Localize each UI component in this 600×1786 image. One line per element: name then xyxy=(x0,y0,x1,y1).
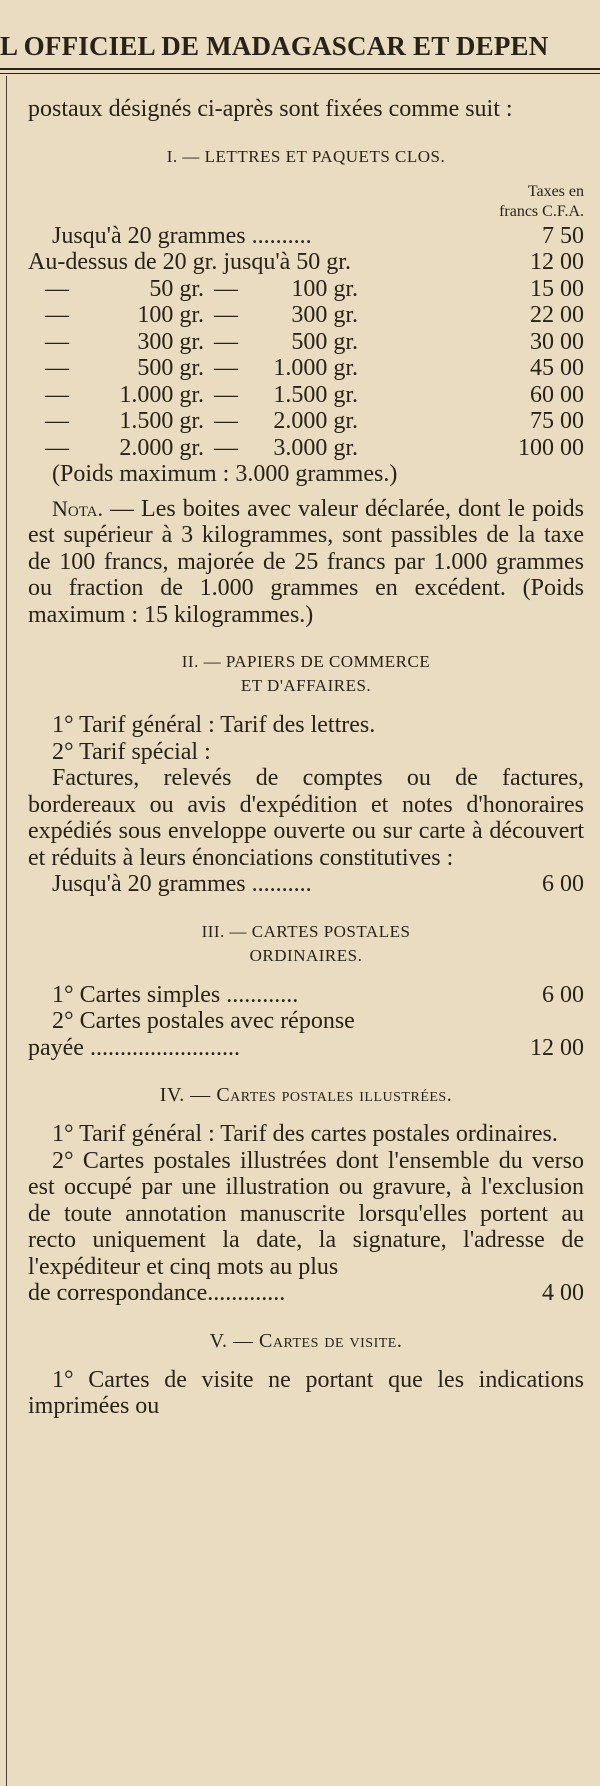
ditto-dash: — xyxy=(214,355,238,381)
rate-label: Jusqu'à 20 grammes .......... xyxy=(52,222,312,249)
paragraph: 1° Tarif général : Tarif des cartes postales ordinaires. xyxy=(52,1121,558,1147)
rate-label: de correspondance............. xyxy=(28,1280,286,1306)
weight-to: 300 gr. xyxy=(291,302,358,328)
ditto-dash: — xyxy=(45,302,69,328)
ditto-dash: — xyxy=(45,355,69,381)
section-3-title xyxy=(28,920,584,968)
weight-to: 2.000 gr. xyxy=(273,408,358,434)
section-number: V. — xyxy=(209,1329,254,1352)
section-5-title xyxy=(28,1329,584,1353)
section-number: IV. — xyxy=(159,1084,211,1106)
column-rule xyxy=(6,76,7,1786)
rate-row xyxy=(28,223,584,250)
rate-row xyxy=(28,435,584,462)
weight-rate-list xyxy=(28,276,584,462)
weight-from: 1.500 gr. xyxy=(119,408,204,434)
section-2-title-line-1: II. — PAPIERS DE COMMERCE xyxy=(181,652,431,671)
rate-value: 45 00 xyxy=(530,355,584,381)
unit-label-line-2: francs C.F.A. xyxy=(499,202,584,220)
rate-row xyxy=(28,1035,584,1062)
weight-to: 500 gr. xyxy=(291,328,358,355)
rate-value: 22 00 xyxy=(530,302,584,328)
header-rule xyxy=(0,73,600,74)
rate-row xyxy=(28,302,584,329)
rate-row xyxy=(28,329,584,356)
rate-value: 15 00 xyxy=(530,275,584,302)
nota-label: Nota. xyxy=(52,495,104,521)
text-column xyxy=(28,96,584,1420)
weight-from: 1.000 gr. xyxy=(119,381,204,408)
ditto-dash: — xyxy=(45,381,69,408)
rate-row xyxy=(28,1280,584,1307)
rate-value: 75 00 xyxy=(530,408,584,434)
paragraph: Factures, relevés de comptes ou de factures, bordereaux ou avis d'expédition et notes d'honoraires expédiés sous enveloppe ouverte ou sur carte à découvert et réduits à leurs énonciations constitutives : xyxy=(28,765,584,871)
section-1-title: I. — LETTRES ET PAQUETS CLOS. xyxy=(166,146,446,166)
rate-row xyxy=(28,982,584,1009)
weight-to: 1.000 gr. xyxy=(273,355,358,381)
weight-from: 100 gr. xyxy=(137,302,204,328)
rate-row xyxy=(28,276,584,303)
weight-to: 100 gr. xyxy=(291,275,358,302)
intro-text: postaux désignés ci-après sont fixées comme suit : xyxy=(28,96,513,122)
rate-value: 12 00 xyxy=(530,249,584,275)
rate-value: 6 00 xyxy=(542,981,584,1008)
rate-row xyxy=(28,355,584,382)
paragraph: 1° Tarif général : Tarif des lettres. xyxy=(52,712,376,738)
paragraph: 2° Tarif spécial : xyxy=(52,738,211,765)
weight-from: 2.000 gr. xyxy=(119,434,204,461)
section-2-title xyxy=(28,650,584,698)
rate-row xyxy=(28,408,584,435)
rate-label: Au-dessus de 20 gr. jusqu'à 50 gr. xyxy=(28,249,351,275)
ditto-dash: — xyxy=(214,275,238,302)
section-3-title-line-1: III. — CARTES POSTALES xyxy=(201,921,411,941)
section-title: Cartes de visite. xyxy=(259,1329,403,1352)
nota-text: — Les boites avec valeur déclarée, dont le poids est supérieur à 3 kilogrammes, sont passibles de la taxe de 100 francs, majorée de 25 francs par 1.000 grammes ou fraction de 1.000 grammes en excédent. (Poids maximum : 15 kilogrammes.) xyxy=(28,495,584,628)
weight-from: 50 gr. xyxy=(149,275,204,302)
paragraph: 2° Cartes postales illustrées dont l'ensemble du verso est occupé par une illustration ou gravure, à l'exclusion de toute annotation manuscrite lorsqu'elles portent au recto uniquement la date, la signature, l'adresse de l'expéditeur et cinq mots au plus xyxy=(28,1147,584,1280)
weight-from: 300 gr. xyxy=(137,328,204,355)
section-4-title xyxy=(28,1083,584,1107)
rate-label: Jusqu'à 20 grammes .......... xyxy=(52,871,312,897)
page-header: L OFFICIEL DE MADAGASCAR ET DEPEN xyxy=(0,24,600,70)
nota-paragraph xyxy=(28,496,584,629)
section-3-title-line-2: ORDINAIRES. xyxy=(249,945,363,965)
weight-from: 500 gr. xyxy=(137,355,204,381)
max-weight-note: (Poids maximum : 3.000 grammes.) xyxy=(52,461,398,487)
rate-value: 7 50 xyxy=(542,222,584,249)
rate-row xyxy=(28,871,584,898)
paragraph: 2° Cartes postales avec réponse xyxy=(52,1008,355,1034)
rate-row xyxy=(28,382,584,409)
paragraph: 1° Cartes de visite ne portant que les indications imprimées ou xyxy=(28,1366,584,1419)
weight-to: 3.000 gr. xyxy=(273,434,358,461)
ditto-dash: — xyxy=(45,328,69,355)
rate-value: 30 00 xyxy=(530,328,584,355)
rate-value: 4 00 xyxy=(542,1280,584,1306)
rate-value: 12 00 xyxy=(530,1034,584,1061)
ditto-dash: — xyxy=(45,408,69,434)
rate-row xyxy=(28,249,584,276)
ditto-dash: — xyxy=(45,275,69,302)
weight-to: 1.500 gr. xyxy=(273,381,358,408)
ditto-dash: — xyxy=(214,302,238,328)
section-2-title-line-2: ET D'AFFAIRES. xyxy=(240,676,372,695)
unit-label-line-1: Taxes en xyxy=(527,182,584,200)
ditto-dash: — xyxy=(214,381,238,408)
ditto-dash: — xyxy=(45,434,69,461)
ditto-dash: — xyxy=(214,328,238,355)
ditto-dash: — xyxy=(214,434,238,461)
rate-value: 100 00 xyxy=(518,434,584,461)
ditto-dash: — xyxy=(214,408,238,434)
rate-value: 6 00 xyxy=(542,871,584,897)
rate-label: payée ......................... xyxy=(28,1034,240,1061)
section-title: Cartes postales illustrées. xyxy=(216,1084,453,1106)
rate-value: 60 00 xyxy=(530,381,584,408)
rate-label: 1° Cartes simples ............ xyxy=(52,981,299,1008)
